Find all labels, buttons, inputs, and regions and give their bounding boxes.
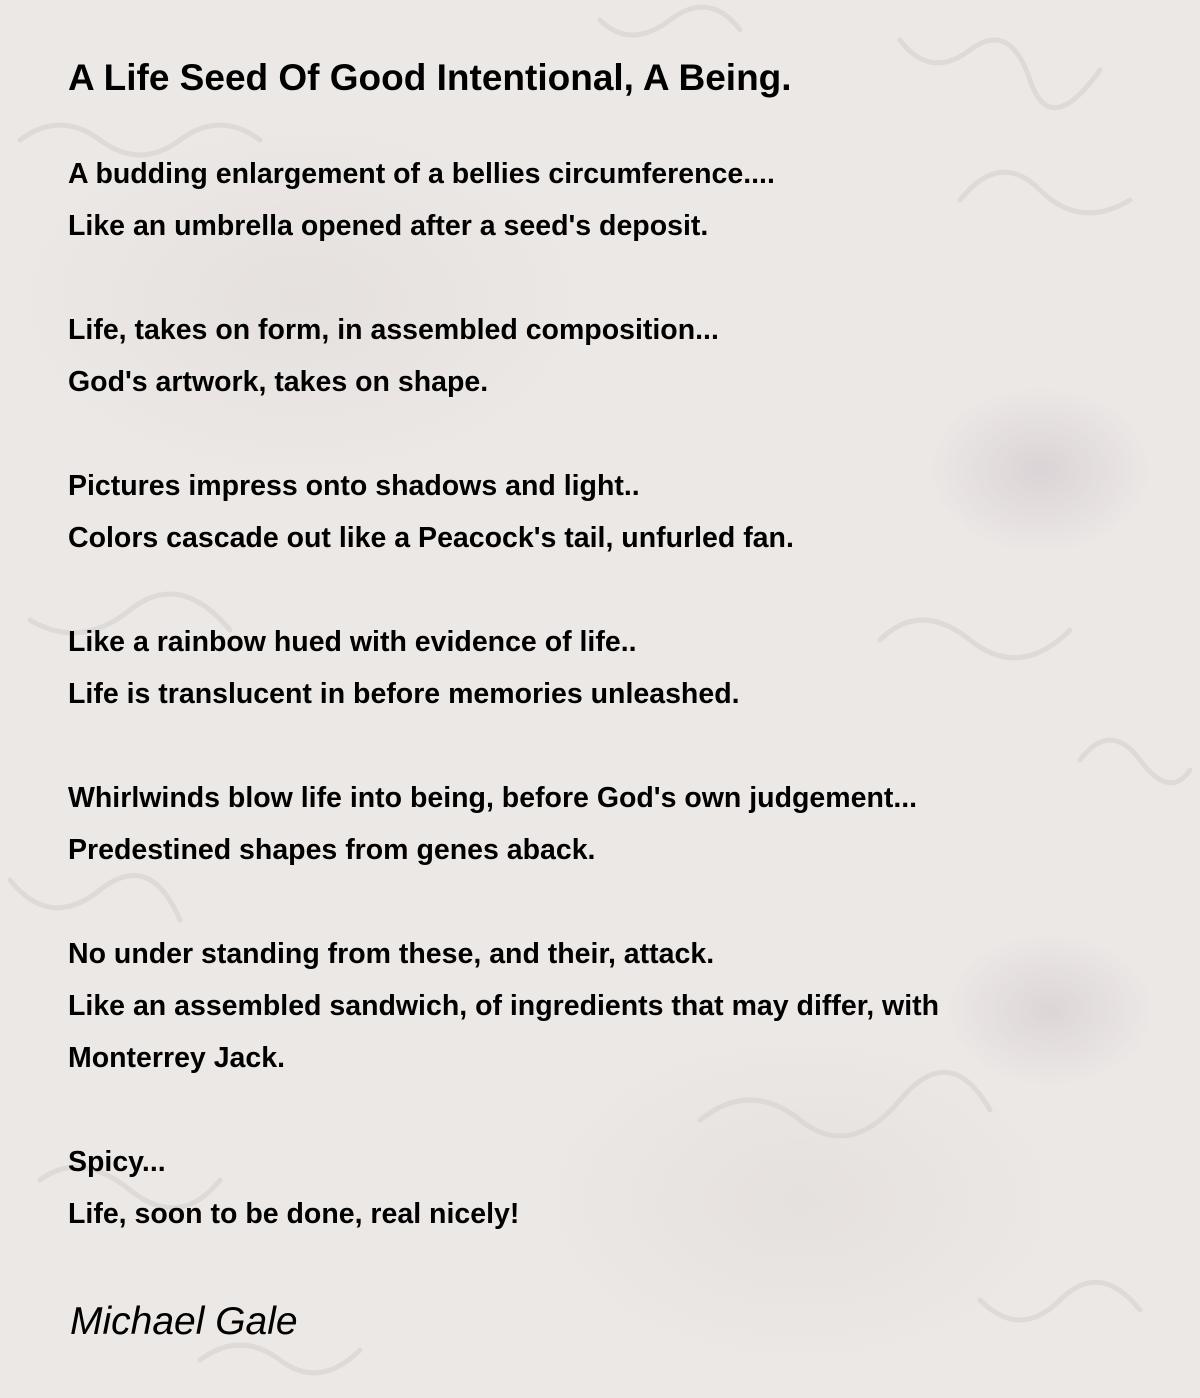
stanza (68, 616, 1148, 720)
poem-line: Like an assembled sandwich, of ingredients that may differ, with (68, 990, 940, 1022)
poem-line: Predestined shapes from genes aback. (68, 834, 596, 866)
stanza (68, 460, 1148, 564)
poem-line: Like a rainbow hued with evidence of life.. (68, 626, 637, 658)
stanza (68, 772, 1148, 876)
poem-line: Life is translucent in before memories unleashed. (68, 678, 740, 710)
poem-author: Michael Gale (70, 1300, 298, 1343)
poem-line: Life, soon to be done, real nicely! (68, 1198, 520, 1230)
poem-line: Pictures impress onto shadows and light.. (68, 470, 640, 502)
poem-line: Colors cascade out like a Peacock's tail, unfurled fan. (68, 522, 794, 554)
poem-line: No under standing from these, and their, attack. (68, 938, 715, 970)
stanza (68, 928, 1148, 1084)
poem-line: Whirlwinds blow life into being, before God's own judgement... (68, 782, 918, 814)
poem (68, 52, 1148, 104)
poem-line: A budding enlargement of a bellies circumference.... (68, 158, 775, 190)
stanza (68, 1136, 1148, 1240)
poem-line: Life, takes on form, in assembled composition... (68, 314, 719, 346)
stanza (68, 148, 1148, 252)
poem-body (68, 148, 1148, 1292)
poem-line: Monterrey Jack. (68, 1042, 286, 1074)
poem-line: Spicy... (68, 1146, 166, 1178)
poem-title: A Life Seed Of Good Intentional, A Being. (68, 57, 792, 98)
poem-line: Like an umbrella opened after a seed's deposit. (68, 210, 709, 242)
poem-line: God's artwork, takes on shape. (68, 366, 489, 398)
stanza (68, 304, 1148, 408)
